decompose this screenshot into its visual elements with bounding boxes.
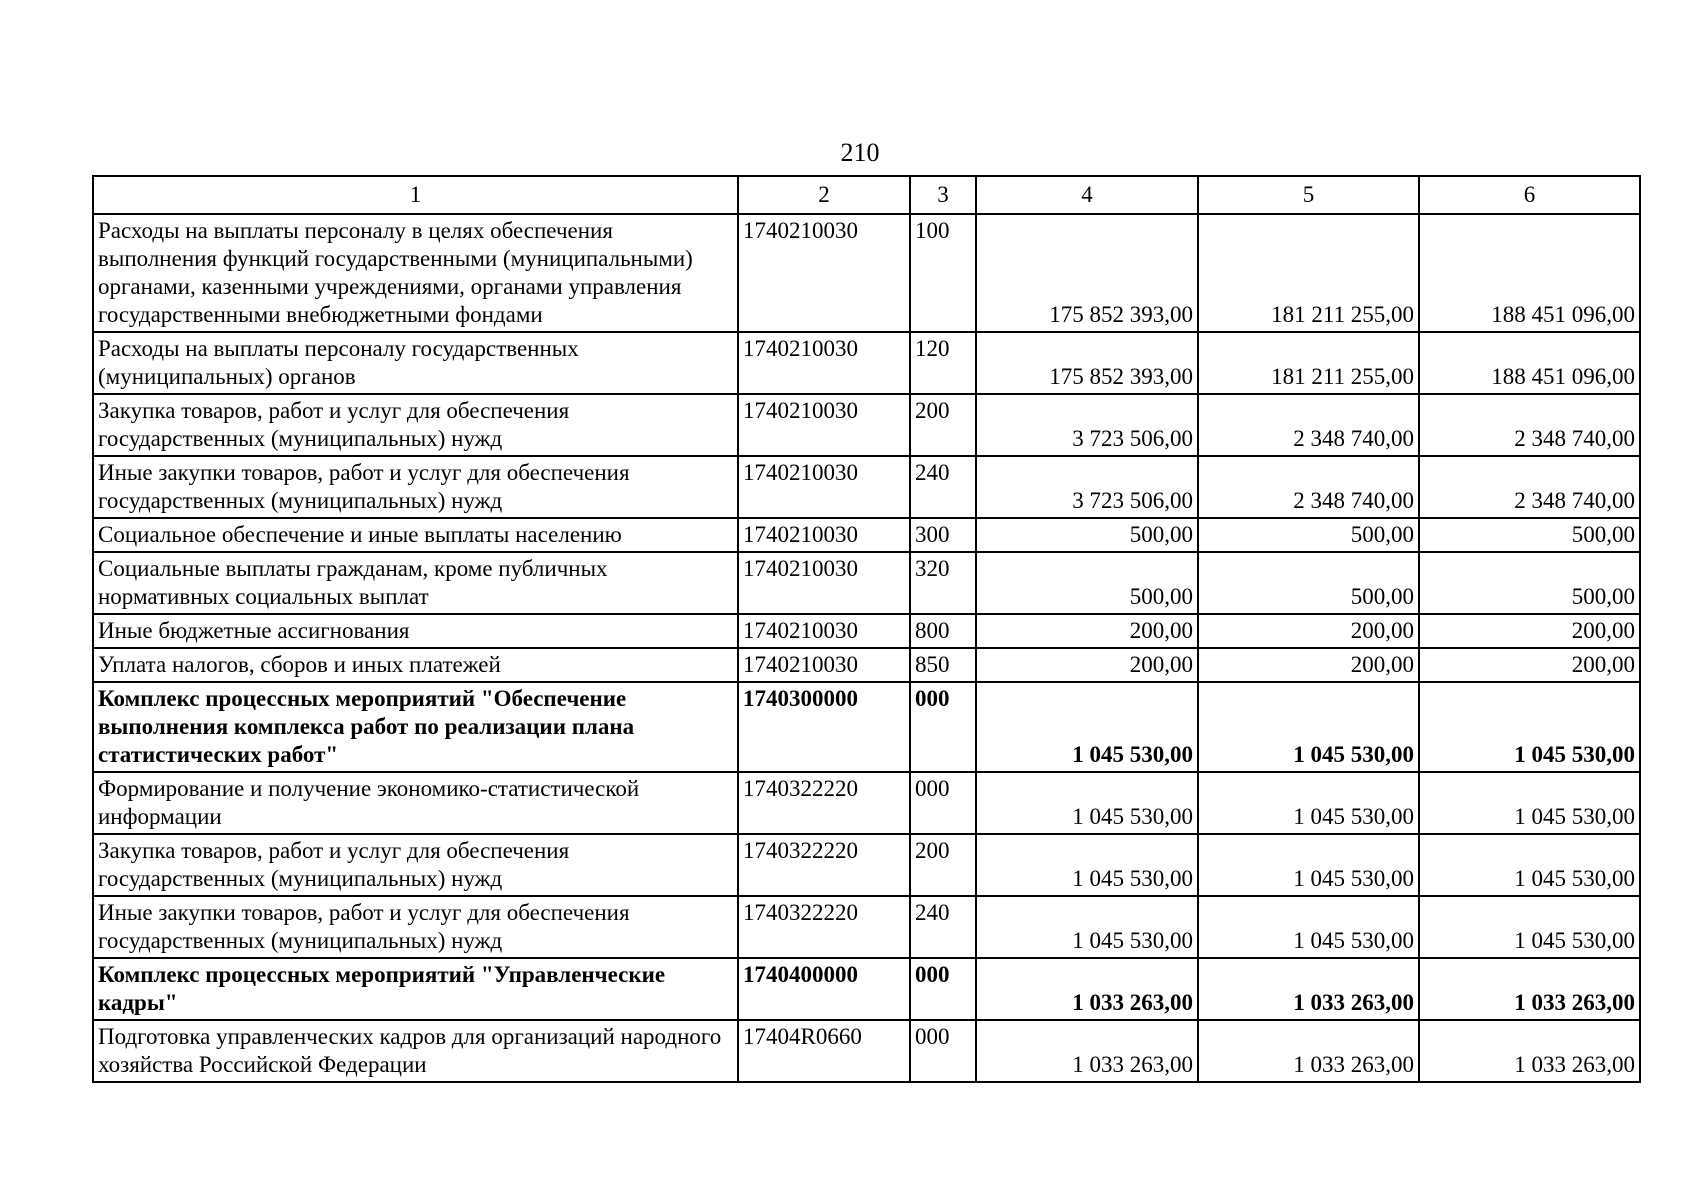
table-row bbox=[93, 456, 1640, 518]
amount-cell: 175 852 393,00 bbox=[976, 214, 1198, 332]
amount-cell: 2 348 740,00 bbox=[1419, 456, 1640, 518]
target-article-code-cell: 1740322220 bbox=[738, 772, 910, 834]
column-number: 1 bbox=[93, 176, 738, 214]
amount-cell: 1 033 263,00 bbox=[1198, 958, 1419, 1020]
amount-cell: 200,00 bbox=[1419, 614, 1640, 648]
row-name-cell: Подготовка управленческих кадров для организаций народного хозяйства Российской Федерации bbox=[93, 1020, 738, 1082]
amount-cell: 200,00 bbox=[976, 614, 1198, 648]
amount-cell: 500,00 bbox=[1419, 518, 1640, 552]
target-article-code-cell: 1740210030 bbox=[738, 332, 910, 394]
expense-type-code-cell: 100 bbox=[910, 214, 976, 332]
target-article-code-cell: 1740210030 bbox=[738, 456, 910, 518]
amount-cell: 2 348 740,00 bbox=[1198, 394, 1419, 456]
amount-cell: 200,00 bbox=[1198, 614, 1419, 648]
amount-cell: 1 045 530,00 bbox=[1419, 834, 1640, 896]
expense-type-code-cell: 850 bbox=[910, 648, 976, 682]
amount-cell: 188 451 096,00 bbox=[1419, 332, 1640, 394]
column-number: 3 bbox=[910, 176, 976, 214]
table-row bbox=[93, 214, 1640, 332]
target-article-code-cell: 1740210030 bbox=[738, 214, 910, 332]
amount-cell: 181 211 255,00 bbox=[1198, 332, 1419, 394]
expense-type-code-cell: 200 bbox=[910, 834, 976, 896]
amount-cell: 1 045 530,00 bbox=[1198, 834, 1419, 896]
target-article-code-cell: 1740210030 bbox=[738, 552, 910, 614]
amount-cell: 1 033 263,00 bbox=[976, 1020, 1198, 1082]
table-row bbox=[93, 834, 1640, 896]
amount-cell: 1 045 530,00 bbox=[1198, 896, 1419, 958]
table-row bbox=[93, 394, 1640, 456]
amount-cell: 1 045 530,00 bbox=[1419, 896, 1640, 958]
target-article-code-cell: 1740300000 bbox=[738, 682, 910, 772]
expense-type-code-cell: 240 bbox=[910, 896, 976, 958]
target-article-code-cell: 1740210030 bbox=[738, 614, 910, 648]
column-number: 2 bbox=[738, 176, 910, 214]
expense-type-code-cell: 000 bbox=[910, 682, 976, 772]
target-article-code-cell: 1740210030 bbox=[738, 394, 910, 456]
amount-cell: 1 045 530,00 bbox=[976, 682, 1198, 772]
row-name-cell: Иные закупки товаров, работ и услуг для обеспечения государственных (муниципальных) нужд bbox=[93, 896, 738, 958]
table-row bbox=[93, 682, 1640, 772]
target-article-code-cell: 1740322220 bbox=[738, 834, 910, 896]
row-name-cell: Расходы на выплаты персоналу в целях обеспечения выполнения функций государственными (муниципальными) органами, казенными учреждениями, органами управления государственными внебюджетными фондами bbox=[93, 214, 738, 332]
row-name-cell: Социальные выплаты гражданам, кроме публичных нормативных социальных выплат bbox=[93, 552, 738, 614]
column-number-row bbox=[93, 176, 1640, 214]
column-number: 6 bbox=[1419, 176, 1640, 214]
amount-cell: 500,00 bbox=[976, 518, 1198, 552]
amount-cell: 1 033 263,00 bbox=[1419, 958, 1640, 1020]
amount-cell: 1 045 530,00 bbox=[1198, 682, 1419, 772]
amount-cell: 2 348 740,00 bbox=[1419, 394, 1640, 456]
expense-type-code-cell: 300 bbox=[910, 518, 976, 552]
amount-cell: 500,00 bbox=[1198, 552, 1419, 614]
expense-type-code-cell: 120 bbox=[910, 332, 976, 394]
table-row bbox=[93, 518, 1640, 552]
page-number: 210 bbox=[840, 138, 880, 167]
amount-cell: 1 045 530,00 bbox=[976, 772, 1198, 834]
table-row bbox=[93, 614, 1640, 648]
row-name-cell: Закупка товаров, работ и услуг для обеспечения государственных (муниципальных) нужд bbox=[93, 834, 738, 896]
table-row bbox=[93, 552, 1640, 614]
amount-cell: 1 045 530,00 bbox=[976, 896, 1198, 958]
row-name-cell: Комплекс процессных мероприятий "Обеспечение выполнения комплекса работ по реализации плана статистических работ" bbox=[93, 682, 738, 772]
amount-cell: 175 852 393,00 bbox=[976, 332, 1198, 394]
row-name-cell: Формирование и получение экономико-статистической информации bbox=[93, 772, 738, 834]
amount-cell: 1 033 263,00 bbox=[976, 958, 1198, 1020]
column-number: 5 bbox=[1198, 176, 1419, 214]
table-row bbox=[93, 896, 1640, 958]
target-article-code-cell: 1740210030 bbox=[738, 518, 910, 552]
expense-type-code-cell: 000 bbox=[910, 1020, 976, 1082]
table-row bbox=[93, 958, 1640, 1020]
table-row bbox=[93, 1020, 1640, 1082]
target-article-code-cell: 1740322220 bbox=[738, 896, 910, 958]
amount-cell: 181 211 255,00 bbox=[1198, 214, 1419, 332]
amount-cell: 188 451 096,00 bbox=[1419, 214, 1640, 332]
target-article-code-cell: 1740210030 bbox=[738, 648, 910, 682]
expense-type-code-cell: 000 bbox=[910, 958, 976, 1020]
expense-type-code-cell: 200 bbox=[910, 394, 976, 456]
expense-type-code-cell: 320 bbox=[910, 552, 976, 614]
row-name-cell: Иные закупки товаров, работ и услуг для обеспечения государственных (муниципальных) нужд bbox=[93, 456, 738, 518]
row-name-cell: Социальное обеспечение и иные выплаты населению bbox=[93, 518, 738, 552]
amount-cell: 1 045 530,00 bbox=[976, 834, 1198, 896]
row-name-cell: Комплекс процессных мероприятий "Управленческие кадры" bbox=[93, 958, 738, 1020]
amount-cell: 200,00 bbox=[1198, 648, 1419, 682]
table-row bbox=[93, 772, 1640, 834]
amount-cell: 1 045 530,00 bbox=[1419, 682, 1640, 772]
amount-cell: 2 348 740,00 bbox=[1198, 456, 1419, 518]
amount-cell: 3 723 506,00 bbox=[976, 456, 1198, 518]
amount-cell: 1 045 530,00 bbox=[1198, 772, 1419, 834]
expense-type-code-cell: 800 bbox=[910, 614, 976, 648]
amount-cell: 1 033 263,00 bbox=[1419, 1020, 1640, 1082]
table-row bbox=[93, 332, 1640, 394]
amount-cell: 1 045 530,00 bbox=[1419, 772, 1640, 834]
row-name-cell: Иные бюджетные ассигнования bbox=[93, 614, 738, 648]
amount-cell: 500,00 bbox=[1419, 552, 1640, 614]
target-article-code-cell: 1740400000 bbox=[738, 958, 910, 1020]
row-name-cell: Расходы на выплаты персоналу государственных (муниципальных) органов bbox=[93, 332, 738, 394]
expense-type-code-cell: 240 bbox=[910, 456, 976, 518]
table-row bbox=[93, 648, 1640, 682]
amount-cell: 500,00 bbox=[1198, 518, 1419, 552]
target-article-code-cell: 17404R0660 bbox=[738, 1020, 910, 1082]
amount-cell: 1 033 263,00 bbox=[1198, 1020, 1419, 1082]
amount-cell: 200,00 bbox=[1419, 648, 1640, 682]
budget-table bbox=[92, 175, 1641, 1083]
amount-cell: 500,00 bbox=[976, 552, 1198, 614]
row-name-cell: Уплата налогов, сборов и иных платежей bbox=[93, 648, 738, 682]
row-name-cell: Закупка товаров, работ и услуг для обеспечения государственных (муниципальных) нужд bbox=[93, 394, 738, 456]
amount-cell: 200,00 bbox=[976, 648, 1198, 682]
expense-type-code-cell: 000 bbox=[910, 772, 976, 834]
amount-cell: 3 723 506,00 bbox=[976, 394, 1198, 456]
column-number: 4 bbox=[976, 176, 1198, 214]
